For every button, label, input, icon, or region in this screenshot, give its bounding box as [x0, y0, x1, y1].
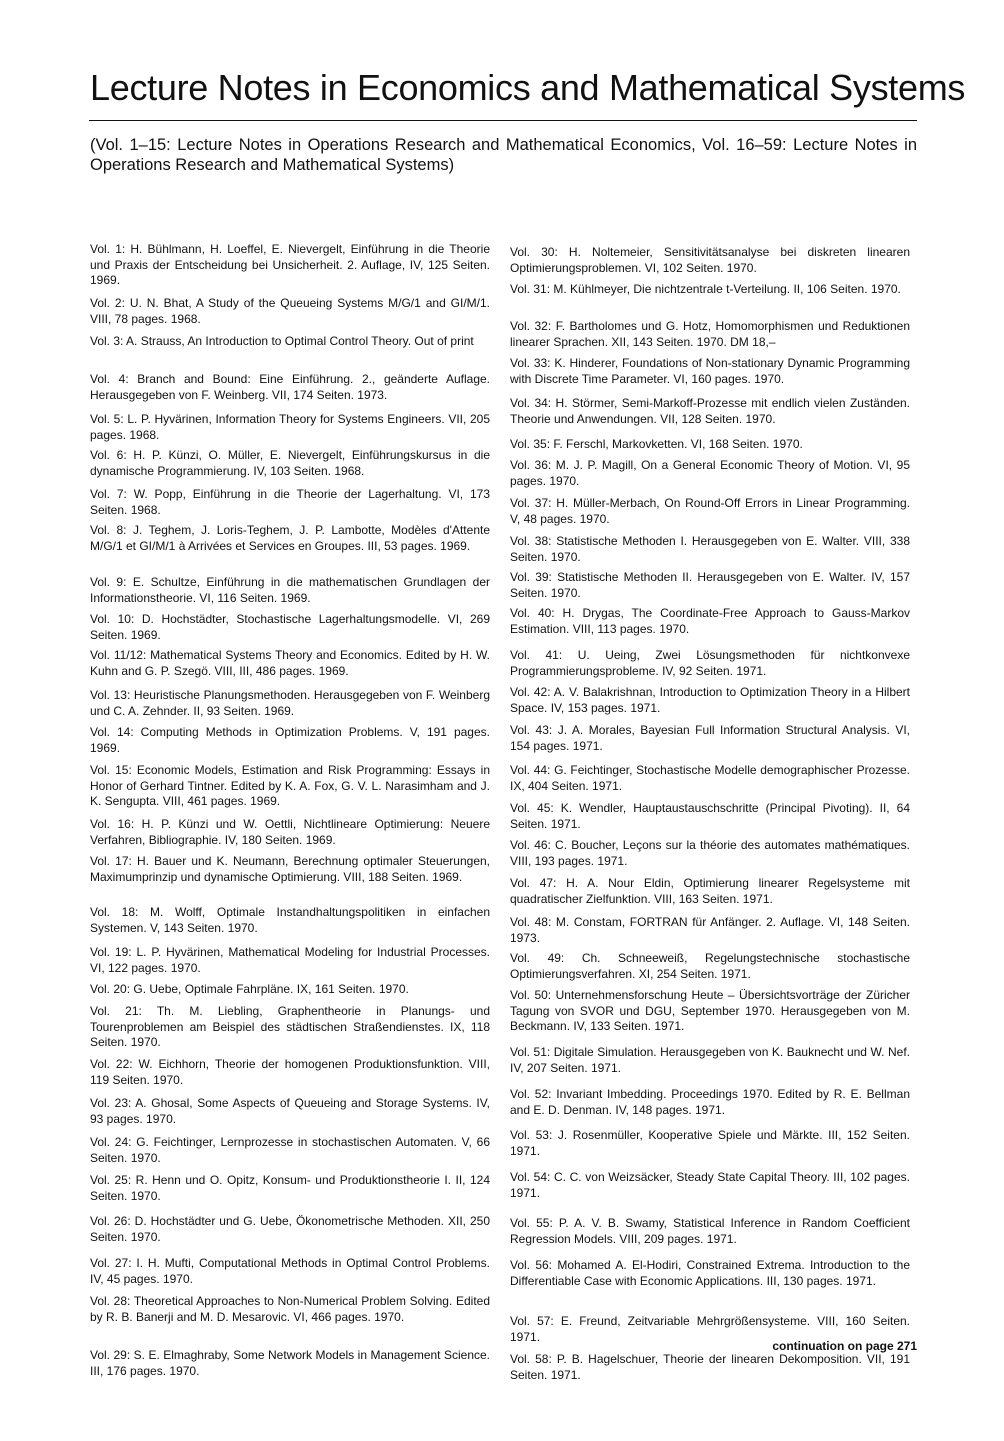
volume-entry: Vol. 9: E. Schultze, Einführung in die mathematischen Grundlagen der Informationstheorie. VI, 116 Seiten. 1969. [90, 575, 490, 605]
continuation-note: continuation on page 271 [772, 1339, 917, 1353]
volume-entry: Vol. 13: Heuristische Planungsmethoden. Herausgegeben von F. Weinberg und C. A. Zehnder. II, 93 Seiten. 1969. [90, 688, 490, 718]
volume-entry: Vol. 58: P. B. Hagelschuer, Theorie der linearen Dekomposition. VII, 191 Seiten. 1971. [510, 1352, 910, 1382]
volume-entry: Vol. 19: L. P. Hyvärinen, Mathematical Modeling for Industrial Processes. VI, 122 pages. 1970. [90, 945, 490, 975]
volume-entry: Vol. 1: H. Bühlmann, H. Loeffel, E. Nievergelt, Einführung in die Theorie und Praxis der Entscheidung bei Unsicherheit. 2. Auflage, IV, 125 Seiten. 1969. [90, 242, 490, 288]
volume-entry: Vol. 48: M. Constam, FORTRAN für Anfänger. 2. Auflage. VI, 148 Seiten. 1973. [510, 915, 910, 945]
volume-entry: Vol. 52: Invariant Imbedding. Proceedings 1970. Edited by R. E. Bellman and E. D. Denman. IV, 148 pages. 1971. [510, 1087, 910, 1117]
volume-entry: Vol. 28: Theoretical Approaches to Non-Numerical Problem Solving. Edited by R. B. Banerji and M. D. Mesarovic. VI, 466 pages. 1970. [90, 1294, 490, 1324]
volume-entry: Vol. 50: Unternehmensforschung Heute – Übersichtsvorträge der Züricher Tagung von SVOR und DGU, September 1970. Herausgegeben von M. Beckmann. IV, 133 Seiten. 1971. [510, 988, 910, 1034]
volume-entry: Vol. 47: H. A. Nour Eldin, Optimierung linearer Regelsysteme mit quadratischer Zielfunktion. VIII, 163 Seiten. 1971. [510, 876, 910, 906]
volume-entry: Vol. 7: W. Popp, Einführung in die Theorie der Lagerhaltung. VI, 173 Seiten. 1968. [90, 487, 490, 517]
volume-entry: Vol. 36: M. J. P. Magill, On a General Economic Theory of Motion. VI, 95 pages. 1970. [510, 458, 910, 488]
volume-entry: Vol. 14: Computing Methods in Optimization Problems. V, 191 pages. 1969. [90, 725, 490, 755]
volume-entry: Vol. 45: K. Wendler, Hauptaustauschschritte (Principal Pivoting). II, 64 Seiten. 1971. [510, 801, 910, 831]
volume-entry: Vol. 55: P. A. V. B. Swamy, Statistical Inference in Random Coefficient Regression Models. VIII, 209 pages. 1971. [510, 1216, 910, 1246]
volume-entry: Vol. 23: A. Ghosal, Some Aspects of Queueing and Storage Systems. IV, 93 pages. 1970. [90, 1096, 490, 1126]
volume-entry: Vol. 30: H. Noltemeier, Sensitivitätsanalyse bei diskreten linearen Optimierungsproblemen. VI, 102 Seiten. 1970. [510, 245, 910, 275]
volume-entry: Vol. 25: R. Henn und O. Opitz, Konsum- und Produktionstheorie I. II, 124 Seiten. 1970. [90, 1173, 490, 1203]
volume-entry: Vol. 49: Ch. Schneeweiß, Regelungstechnische stochastische Optimierungsverfahren. XI, 254 Seiten. 1971. [510, 951, 910, 981]
volume-entry: Vol. 43: J. A. Morales, Bayesian Full Information Structural Analysis. VI, 154 pages. 1971. [510, 723, 910, 753]
volume-entry: Vol. 34: H. Störmer, Semi-Markoff-Prozesse mit endlich vielen Zuständen. Theorie und Anwendungen. VII, 128 Seiten. 1970. [510, 396, 910, 426]
page-title: Lecture Notes in Economics and Mathematical Systems [90, 67, 966, 108]
volume-entry: Vol. 29: S. E. Elmaghraby, Some Network Models in Management Science. III, 176 pages. 1970. [90, 1348, 490, 1378]
volume-entry: Vol. 32: F. Bartholomes und G. Hotz, Homomorphismen und Reduktionen linearer Sprachen. XII, 143 Seiten. 1970. DM 18,– [510, 319, 910, 349]
volume-entry: Vol. 4: Branch and Bound: Eine Einführung. 2., geänderte Auflage. Herausgegeben von F. Weinberg. VII, 174 Seiten. 1973. [90, 372, 490, 402]
volume-entry: Vol. 42: A. V. Balakrishnan, Introduction to Optimization Theory in a Hilbert Space. IV, 153 pages. 1971. [510, 685, 910, 715]
volume-entry: Vol. 11/12: Mathematical Systems Theory and Economics. Edited by H. W. Kuhn and G. P. Szegö. VIII, III, 486 pages. 1969. [90, 648, 490, 678]
volume-entry: Vol. 51: Digitale Simulation. Herausgegeben von K. Bauknecht und W. Nef. IV, 207 Seiten. 1971. [510, 1045, 910, 1075]
volume-entry: Vol. 40: H. Drygas, The Coordinate-Free Approach to Gauss-Markov Estimation. VIII, 113 pages. 1970. [510, 606, 910, 636]
volume-entry: Vol. 15: Economic Models, Estimation and Risk Programming: Essays in Honor of Gerhard Tintner. Edited by K. A. Fox, G. V. L. Narasimham and J. K. Sengupta. VIII, 461 pages. 1969. [90, 763, 490, 809]
volume-entry: Vol. 38: Statistische Methoden I. Herausgegeben von E. Walter. VIII, 338 Seiten. 1970. [510, 534, 910, 564]
volume-entry: Vol. 56: Mohamed A. El-Hodiri, Constrained Extrema. Introduction to the Differentiable Case with Economic Applications. III, 130 pages. 1971. [510, 1258, 910, 1288]
volume-entry: Vol. 2: U. N. Bhat, A Study of the Queueing Systems M/G/1 and GI/M/1. VIII, 78 pages. 1968. [90, 296, 490, 326]
volume-entry: Vol. 8: J. Teghem, J. Loris-Teghem, J. P. Lambotte, Modèles d'Attente M/G/1 et GI/M/1 à Arrivées et Services en Groupes. III, 53 pages. 1969. [90, 523, 490, 553]
volume-entry: Vol. 17: H. Bauer und K. Neumann, Berechnung optimaler Steuerungen, Maximumprinzip und dynamische Optimierung. VIII, 188 Seiten. 1969. [90, 854, 490, 884]
volume-entry: Vol. 5: L. P. Hyvärinen, Information Theory for Systems Engineers. VII, 205 pages. 1968. [90, 412, 490, 442]
volume-entry: Vol. 53: J. Rosenmüller, Kooperative Spiele und Märkte. III, 152 Seiten. 1971. [510, 1128, 910, 1158]
volume-entry: Vol. 21: Th. M. Liebling, Graphentheorie in Planungs- und Tourenproblemen am Beispiel des städtischen Straßendienstes. IX, 118 Seiten. 1970. [90, 1004, 490, 1050]
volume-entry: Vol. 27: I. H. Mufti, Computational Methods in Optimal Control Problems. IV, 45 pages. 1970. [90, 1256, 490, 1286]
volume-entry: Vol. 57: E. Freund, Zeitvariable Mehrgrößensysteme. VIII, 160 Seiten. 1971. [510, 1314, 910, 1344]
volume-entry: Vol. 54: C. C. von Weizsäcker, Steady State Capital Theory. III, 102 pages. 1971. [510, 1170, 910, 1200]
title-rule [89, 120, 917, 121]
volume-entry: Vol. 6: H. P. Künzi, O. Müller, E. Nievergelt, Einführungskursus in die dynamische Programmierung. IV, 103 Seiten. 1968. [90, 448, 490, 478]
volume-entry: Vol. 24: G. Feichtinger, Lernprozesse in stochastischen Automaten. V, 66 Seiten. 1970. [90, 1135, 490, 1165]
volume-entry: Vol. 10: D. Hochstädter, Stochastische Lagerhaltungsmodelle. VI, 269 Seiten. 1969. [90, 612, 490, 642]
volume-entry: Vol. 39: Statistische Methoden II. Herausgegeben von E. Walter. IV, 157 Seiten. 1970. [510, 570, 910, 600]
volume-entry: Vol. 26: D. Hochstädter und G. Uebe, Ökonometrische Methoden. XII, 250 Seiten. 1970. [90, 1214, 490, 1244]
volume-entry: Vol. 44: G. Feichtinger, Stochastische Modelle demographischer Prozesse. IX, 404 Seiten. 1971. [510, 763, 910, 793]
volume-entry: Vol. 3: A. Strauss, An Introduction to Optimal Control Theory. Out of print [90, 334, 474, 348]
volume-entry: Vol. 35: F. Ferschl, Markovketten. VI, 168 Seiten. 1970. [510, 437, 803, 451]
volume-entry: Vol. 18: M. Wolff, Optimale Instandhaltungspolitiken in einfachen Systemen. V, 143 Seiten. 1970. [90, 905, 490, 935]
volume-entry: Vol. 20: G. Uebe, Optimale Fahrpläne. IX, 161 Seiten. 1970. [90, 982, 409, 996]
volume-entry: Vol. 46: C. Boucher, Leçons sur la théorie des automates mathématiques. VIII, 193 pages. 1971. [510, 838, 910, 868]
page [89, 66, 966, 1382]
volume-entry: Vol. 31: M. Kühlmeyer, Die nichtzentrale t-Verteilung. II, 106 Seiten. 1970. [510, 282, 901, 296]
volume-entry: Vol. 16: H. P. Künzi und W. Oettli, Nichtlineare Optimierung: Neuere Verfahren, Bibliographie. IV, 180 Seiten. 1969. [90, 817, 490, 847]
volume-entry: Vol. 33: K. Hinderer, Foundations of Non-stationary Dynamic Programming with Discrete Time Parameter. VI, 160 pages. 1970. [510, 356, 910, 386]
volume-entry: Vol. 41: U. Ueing, Zwei Lösungsmethoden für nichtkonvexe Programmierungsprobleme. IV, 92 Seiten. 1971. [510, 648, 910, 678]
volume-entry: Vol. 22: W. Eichhorn, Theorie der homogenen Produktionsfunktion. VIII, 119 Seiten. 1970. [90, 1057, 490, 1087]
series-note: (Vol. 1–15: Lecture Notes in Operations Research and Mathematical Economics, Vol. 16–59: Lecture Notes in Operations Research and Mathematical Systems) [90, 136, 917, 174]
volume-entry: Vol. 37: H. Müller-Merbach, On Round-Off Errors in Linear Programming. V, 48 pages. 1970. [510, 496, 910, 526]
